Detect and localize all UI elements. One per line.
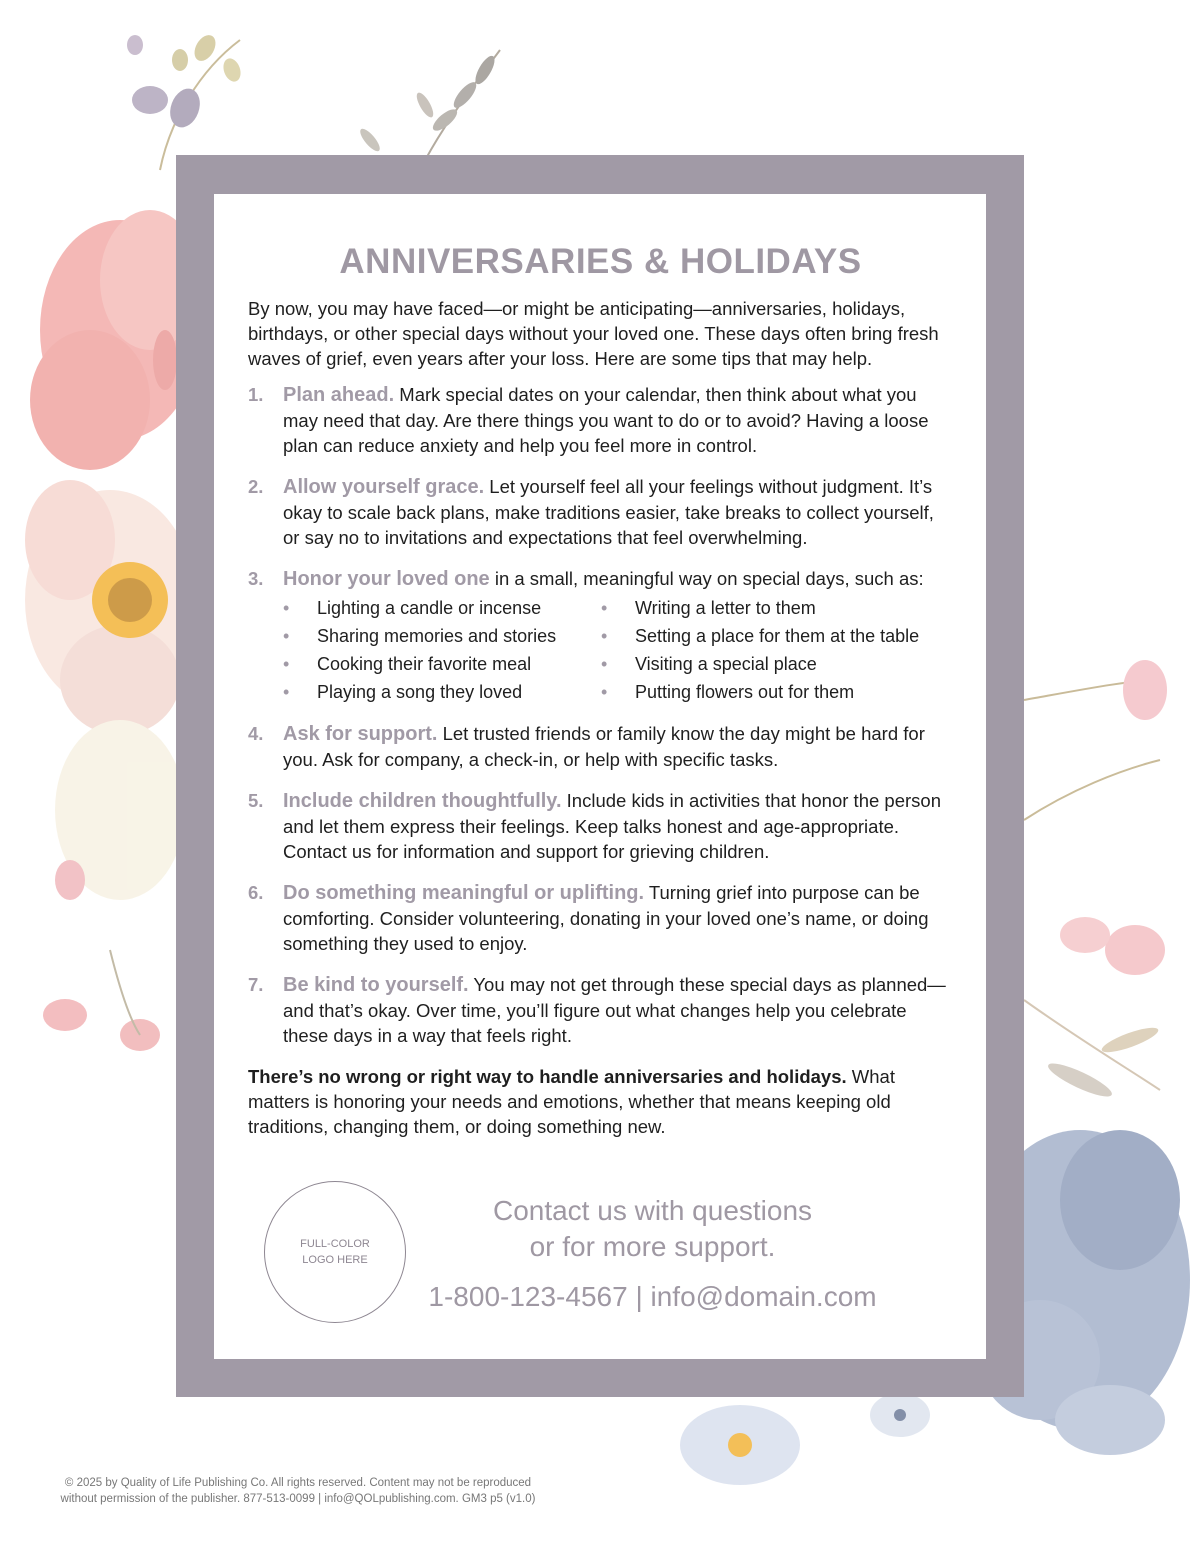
tip-number: 4. (248, 723, 264, 744)
intro-paragraph: By now, you may have faced—or might be anticipating—anniversaries, holidays, birthdays, or other special days without your loved one. These days often bring fresh waves of grief, even years after your loss. Here are some tips that may help. (248, 298, 939, 369)
tip-heading: Ask for support. (283, 723, 438, 745)
tip-text: You may not get through these special days as planned—and that’s okay. Over time, you’ll figure out what changes help you celebrate these days in a way that feels right. (283, 974, 946, 1046)
bullet-icon: • (601, 682, 608, 702)
contact-phone-email[interactable]: 1-800-123-4567 | info@domain.com (428, 1281, 877, 1312)
tip-text: Turning grief into purpose can be comforting. Consider volunteering, donating in your loved one’s name, or doing something they used to enjoy. (283, 882, 929, 954)
closing-paragraph (248, 1064, 953, 1139)
page-title: ANNIVERSARIES & HOLIDAYS (339, 242, 862, 281)
logo-line-2: LOGO HERE (302, 1254, 368, 1266)
tip-text: Let yourself feel all your feelings without judgment. It’s okay to scale back plans, make traditions easier, take breaks to collect yourself, or say no to invitations and expectations that feel overwhelming. (283, 476, 934, 548)
bullet-icon: • (283, 682, 290, 702)
tip-text: Include kids in activities that honor the person and let them express their feelings. Keep talks honest and age-appropriate. Contact us for information and support for grieving children. (283, 790, 941, 862)
list-item: • Sharing memories and stories (283, 624, 601, 649)
closing-text: What matters is honoring your needs and emotions, whether that means keeping old traditions, changing them, or doing something new. (248, 1066, 895, 1137)
bullet-icon: • (601, 598, 608, 618)
tip-3 (248, 566, 953, 705)
tip-number: 7. (248, 974, 264, 995)
tip-heading: Honor your loved one (283, 568, 490, 590)
tip-heading: Plan ahead. (283, 384, 395, 406)
tip-text: Mark special dates on your calendar, then think about what you may need that day. Are there things you want to do or to avoid? Having a loose plan can reduce anxiety and help you feel more in control. (283, 384, 929, 456)
tip-7 (248, 972, 953, 1048)
bullet-icon: • (283, 654, 290, 674)
bullet-icon: • (601, 626, 608, 646)
tip-heading: Allow yourself grace. (283, 476, 485, 498)
list-item: • Cooking their favorite meal (283, 652, 601, 677)
tip-2 (248, 474, 953, 550)
tip-heading: Do something meaningful or uplifting. (283, 882, 645, 904)
tip-number: 1. (248, 384, 264, 405)
main-content (248, 240, 953, 1158)
closing-bold: There’s no wrong or right way to handle anniversaries and holidays. (248, 1066, 847, 1087)
tip-text: Let trusted friends or family know the day might be hard for you. Ask for company, a check-in, or help with specific tasks. (283, 723, 925, 770)
list-item: • Writing a letter to them (601, 596, 931, 621)
footer-line-2: without permission of the publisher. 877-513-0099 | info@QOLpublishing.com. GM3 p5 (v1.0) (60, 1493, 536, 1505)
list-item: • Visiting a special place (601, 652, 931, 677)
tip-heading: Be kind to yourself. (283, 974, 469, 996)
tip-1 (248, 382, 953, 458)
list-item: • Putting flowers out for them (601, 680, 931, 705)
tip-heading: Include children thoughtfully. (283, 790, 562, 812)
tip-5 (248, 788, 953, 864)
contact-line-1: Contact us with questions (492, 1195, 813, 1226)
tip-number: 6. (248, 882, 264, 903)
list-item: • Playing a song they loved (283, 680, 601, 705)
list-item: • Setting a place for them at the table (601, 624, 931, 649)
tip-text: in a small, meaningful way on special days, such as: (489, 568, 924, 589)
bullet-icon: • (283, 626, 290, 646)
logo-placeholder (264, 1181, 406, 1323)
tip-6 (248, 880, 953, 956)
honor-ideas-list (283, 596, 953, 705)
contact-line-2: or for more support. (529, 1231, 776, 1262)
bullet-icon: • (283, 598, 290, 618)
tip-number: 3. (248, 568, 264, 589)
tip-number: 2. (248, 476, 264, 497)
contact-block (420, 1193, 885, 1315)
tip-number: 5. (248, 790, 264, 811)
tip-4 (248, 721, 953, 772)
footer-line-1: © 2025 by Quality of Life Publishing Co. All rights reserved. Content may not be reproduced (64, 1477, 532, 1489)
logo-line-1: FULL-COLOR (300, 1238, 370, 1250)
copyright-footer (28, 1475, 568, 1507)
list-item: • Lighting a candle or incense (283, 596, 601, 621)
bullet-icon: • (601, 654, 608, 674)
